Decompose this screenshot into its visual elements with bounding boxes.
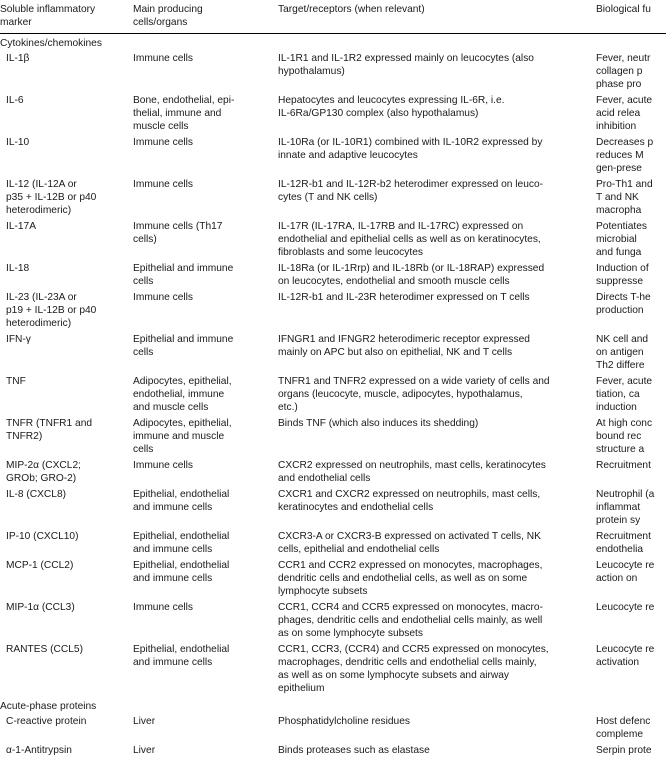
table-row bbox=[0, 458, 666, 487]
table-row bbox=[0, 51, 666, 93]
cell-source: Epithelial and immune cells bbox=[129, 332, 274, 374]
cell-target: TNFR1 and TNFR2 expressed on a wide variety of cells and organs (leucocyte, muscle, adipocytes, hypothalamus, etc.) bbox=[274, 374, 592, 416]
cell-marker: C-reactive protein bbox=[0, 714, 129, 743]
header-source: Main producing cells/organs bbox=[129, 0, 274, 34]
cell-marker: MCP-1 (CCL2) bbox=[0, 558, 129, 600]
table-row bbox=[0, 332, 666, 374]
cell-source: Adipocytes, epithelial, immune and muscle cells bbox=[129, 416, 274, 458]
cell-target: IL-12R-b1 and IL-23R heterodimer expressed on T cells bbox=[274, 290, 592, 332]
table-row bbox=[0, 261, 666, 290]
cell-source: Immune cells (Th17 cells) bbox=[129, 219, 274, 261]
cell-target: IL-1R1 and IL-1R2 expressed mainly on leucocytes (also hypothalamus) bbox=[274, 51, 592, 93]
cell-source: Epithelial, endothelial and immune cells bbox=[129, 529, 274, 558]
cell-marker: IL-18 bbox=[0, 261, 129, 290]
cell-target: IL-10Ra (or IL-10R1) combined with IL-10R2 expressed by innate and adaptive leucocytes bbox=[274, 135, 592, 177]
cell-target: IL-17R (IL-17RA, IL-17RB and IL-17RC) expressed on endothelial and epithelial cells as well as on keratinocytes, fibroblasts and some leucocytes bbox=[274, 219, 592, 261]
cell-function: Serpin prote bbox=[592, 743, 666, 759]
table-row bbox=[0, 290, 666, 332]
cell-target: IL-12R-b1 and IL-12R-b2 heterodimer expressed on leuco- cytes (T and NK cells) bbox=[274, 177, 592, 219]
cell-target: CXCR2 expressed on neutrophils, mast cells, keratinocytes and endothelial cells bbox=[274, 458, 592, 487]
table-row bbox=[0, 529, 666, 558]
cell-target: CXCR3-A or CXCR3-B expressed on activated T cells, NK cells, epithelial and endothelial cells bbox=[274, 529, 592, 558]
cell-marker: IFN-γ bbox=[0, 332, 129, 374]
table-row bbox=[0, 416, 666, 458]
cell-function: At high conc bound rec structure a bbox=[592, 416, 666, 458]
table-row bbox=[0, 93, 666, 135]
cell-function: Leucocyte re action on bbox=[592, 558, 666, 600]
cell-marker: IL-12 (IL-12A or p35 + IL-12B or p40 heterodimeric) bbox=[0, 177, 129, 219]
cell-marker: TNFR (TNFR1 and TNFR2) bbox=[0, 416, 129, 458]
cell-source: Epithelial, endothelial and immune cells bbox=[129, 487, 274, 529]
cell-function: Recruitment bbox=[592, 458, 666, 487]
table-row bbox=[0, 374, 666, 416]
table-row bbox=[0, 558, 666, 600]
cell-marker: IL-6 bbox=[0, 93, 129, 135]
cell-source: Liver bbox=[129, 743, 274, 759]
cell-marker: IL-10 bbox=[0, 135, 129, 177]
cell-function: Recruitment endothelia bbox=[592, 529, 666, 558]
cell-function: Decreases p reduces M gen-prese bbox=[592, 135, 666, 177]
cell-function: Fever, neutr collagen p phase pro bbox=[592, 51, 666, 93]
table-row bbox=[0, 600, 666, 642]
cell-function: Fever, acute tiation, ca induction bbox=[592, 374, 666, 416]
cell-marker: IL-1β bbox=[0, 51, 129, 93]
cell-function: Potentiates microbial and funga bbox=[592, 219, 666, 261]
cell-marker: IP-10 (CXCL10) bbox=[0, 529, 129, 558]
cell-marker: IL-23 (IL-23A or p19 + IL-12B or p40 heterodimeric) bbox=[0, 290, 129, 332]
cell-function: Induction of suppresse bbox=[592, 261, 666, 290]
cell-target: IL-18Ra (or IL-1Rrp) and IL-18Rb (or IL-18RAP) expressed on leucocytes, endothelial and smooth muscle cells bbox=[274, 261, 592, 290]
cell-source: Immune cells bbox=[129, 51, 274, 93]
table-header-row bbox=[0, 0, 666, 34]
cell-target: CCR1 and CCR2 expressed on monocytes, macrophages, dendritic cells and endothelial cells, as well as on some lymphocyte subsets bbox=[274, 558, 592, 600]
cell-function: Leucocyte re activation bbox=[592, 642, 666, 697]
table-row bbox=[0, 135, 666, 177]
header-marker: Soluble inflammatory marker bbox=[0, 0, 129, 34]
cell-function: Neutrophil (a inflammat protein sy bbox=[592, 487, 666, 529]
cell-source: Adipocytes, epithelial, endothelial, immune and muscle cells bbox=[129, 374, 274, 416]
cell-target: CXCR1 and CXCR2 expressed on neutrophils, mast cells, keratinocytes and endothelial cells bbox=[274, 487, 592, 529]
cell-source: Immune cells bbox=[129, 135, 274, 177]
cell-target: Binds proteases such as elastase bbox=[274, 743, 592, 759]
cell-marker: TNF bbox=[0, 374, 129, 416]
cell-function: NK cell and on antigen Th2 differe bbox=[592, 332, 666, 374]
cell-source: Immune cells bbox=[129, 600, 274, 642]
cell-function: Pro-Th1 and T and NK macropha bbox=[592, 177, 666, 219]
section-row bbox=[0, 34, 666, 52]
table-row bbox=[0, 219, 666, 261]
cell-marker: MIP-2α (CXCL2; GROb; GRO-2) bbox=[0, 458, 129, 487]
cell-source: Epithelial, endothelial and immune cells bbox=[129, 558, 274, 600]
section-row bbox=[0, 697, 666, 714]
cell-target: CCR1, CCR3, (CCR4) and CCR5 expressed on monocytes, macrophages, dendritic cells and endothelial cells mainly, as well as on some lymphocyte subsets and airway epithelium bbox=[274, 642, 592, 697]
cell-function: Leucocyte re bbox=[592, 600, 666, 642]
cell-source: Bone, endothelial, epi- thelial, immune and muscle cells bbox=[129, 93, 274, 135]
cell-function: Fever, acute acid relea inhibition bbox=[592, 93, 666, 135]
section-title: Cytokines/chemokines bbox=[0, 34, 666, 52]
cell-target: IFNGR1 and IFNGR2 heterodimeric receptor expressed mainly on APC but also on epithelial, NK and T cells bbox=[274, 332, 592, 374]
cell-source: Liver bbox=[129, 714, 274, 743]
cell-target: Binds TNF (which also induces its shedding) bbox=[274, 416, 592, 458]
cell-source: Epithelial and immune cells bbox=[129, 261, 274, 290]
cell-source: Immune cells bbox=[129, 290, 274, 332]
table-row bbox=[0, 714, 666, 743]
cell-source: Epithelial, endothelial and immune cells bbox=[129, 642, 274, 697]
table-row bbox=[0, 177, 666, 219]
cell-marker: RANTES (CCL5) bbox=[0, 642, 129, 697]
cell-source: Immune cells bbox=[129, 177, 274, 219]
cell-target: Hepatocytes and leucocytes expressing IL-6R, i.e. IL-6Ra/GP130 complex (also hypothalamus) bbox=[274, 93, 592, 135]
cell-marker: IL-8 (CXCL8) bbox=[0, 487, 129, 529]
table-row bbox=[0, 642, 666, 697]
header-target: Target/receptors (when relevant) bbox=[274, 0, 592, 34]
cell-target: CCR1, CCR4 and CCR5 expressed on monocytes, macro- phages, dendritic cells and endothelial cells mainly, as well as on some lymphocyte subsets bbox=[274, 600, 592, 642]
cell-marker: α-1-Antitrypsin bbox=[0, 743, 129, 759]
table-row bbox=[0, 487, 666, 529]
cell-marker: MIP-1α (CCL3) bbox=[0, 600, 129, 642]
cell-marker: IL-17A bbox=[0, 219, 129, 261]
table-body bbox=[0, 34, 666, 759]
header-function: Biological fu bbox=[592, 0, 666, 34]
cell-function: Directs T-he production bbox=[592, 290, 666, 332]
cell-target: Phosphatidylcholine residues bbox=[274, 714, 592, 743]
table-row bbox=[0, 743, 666, 759]
cell-source: Immune cells bbox=[129, 458, 274, 487]
cell-function: Host defenc compleme bbox=[592, 714, 666, 743]
section-title: Acute-phase proteins bbox=[0, 697, 666, 714]
